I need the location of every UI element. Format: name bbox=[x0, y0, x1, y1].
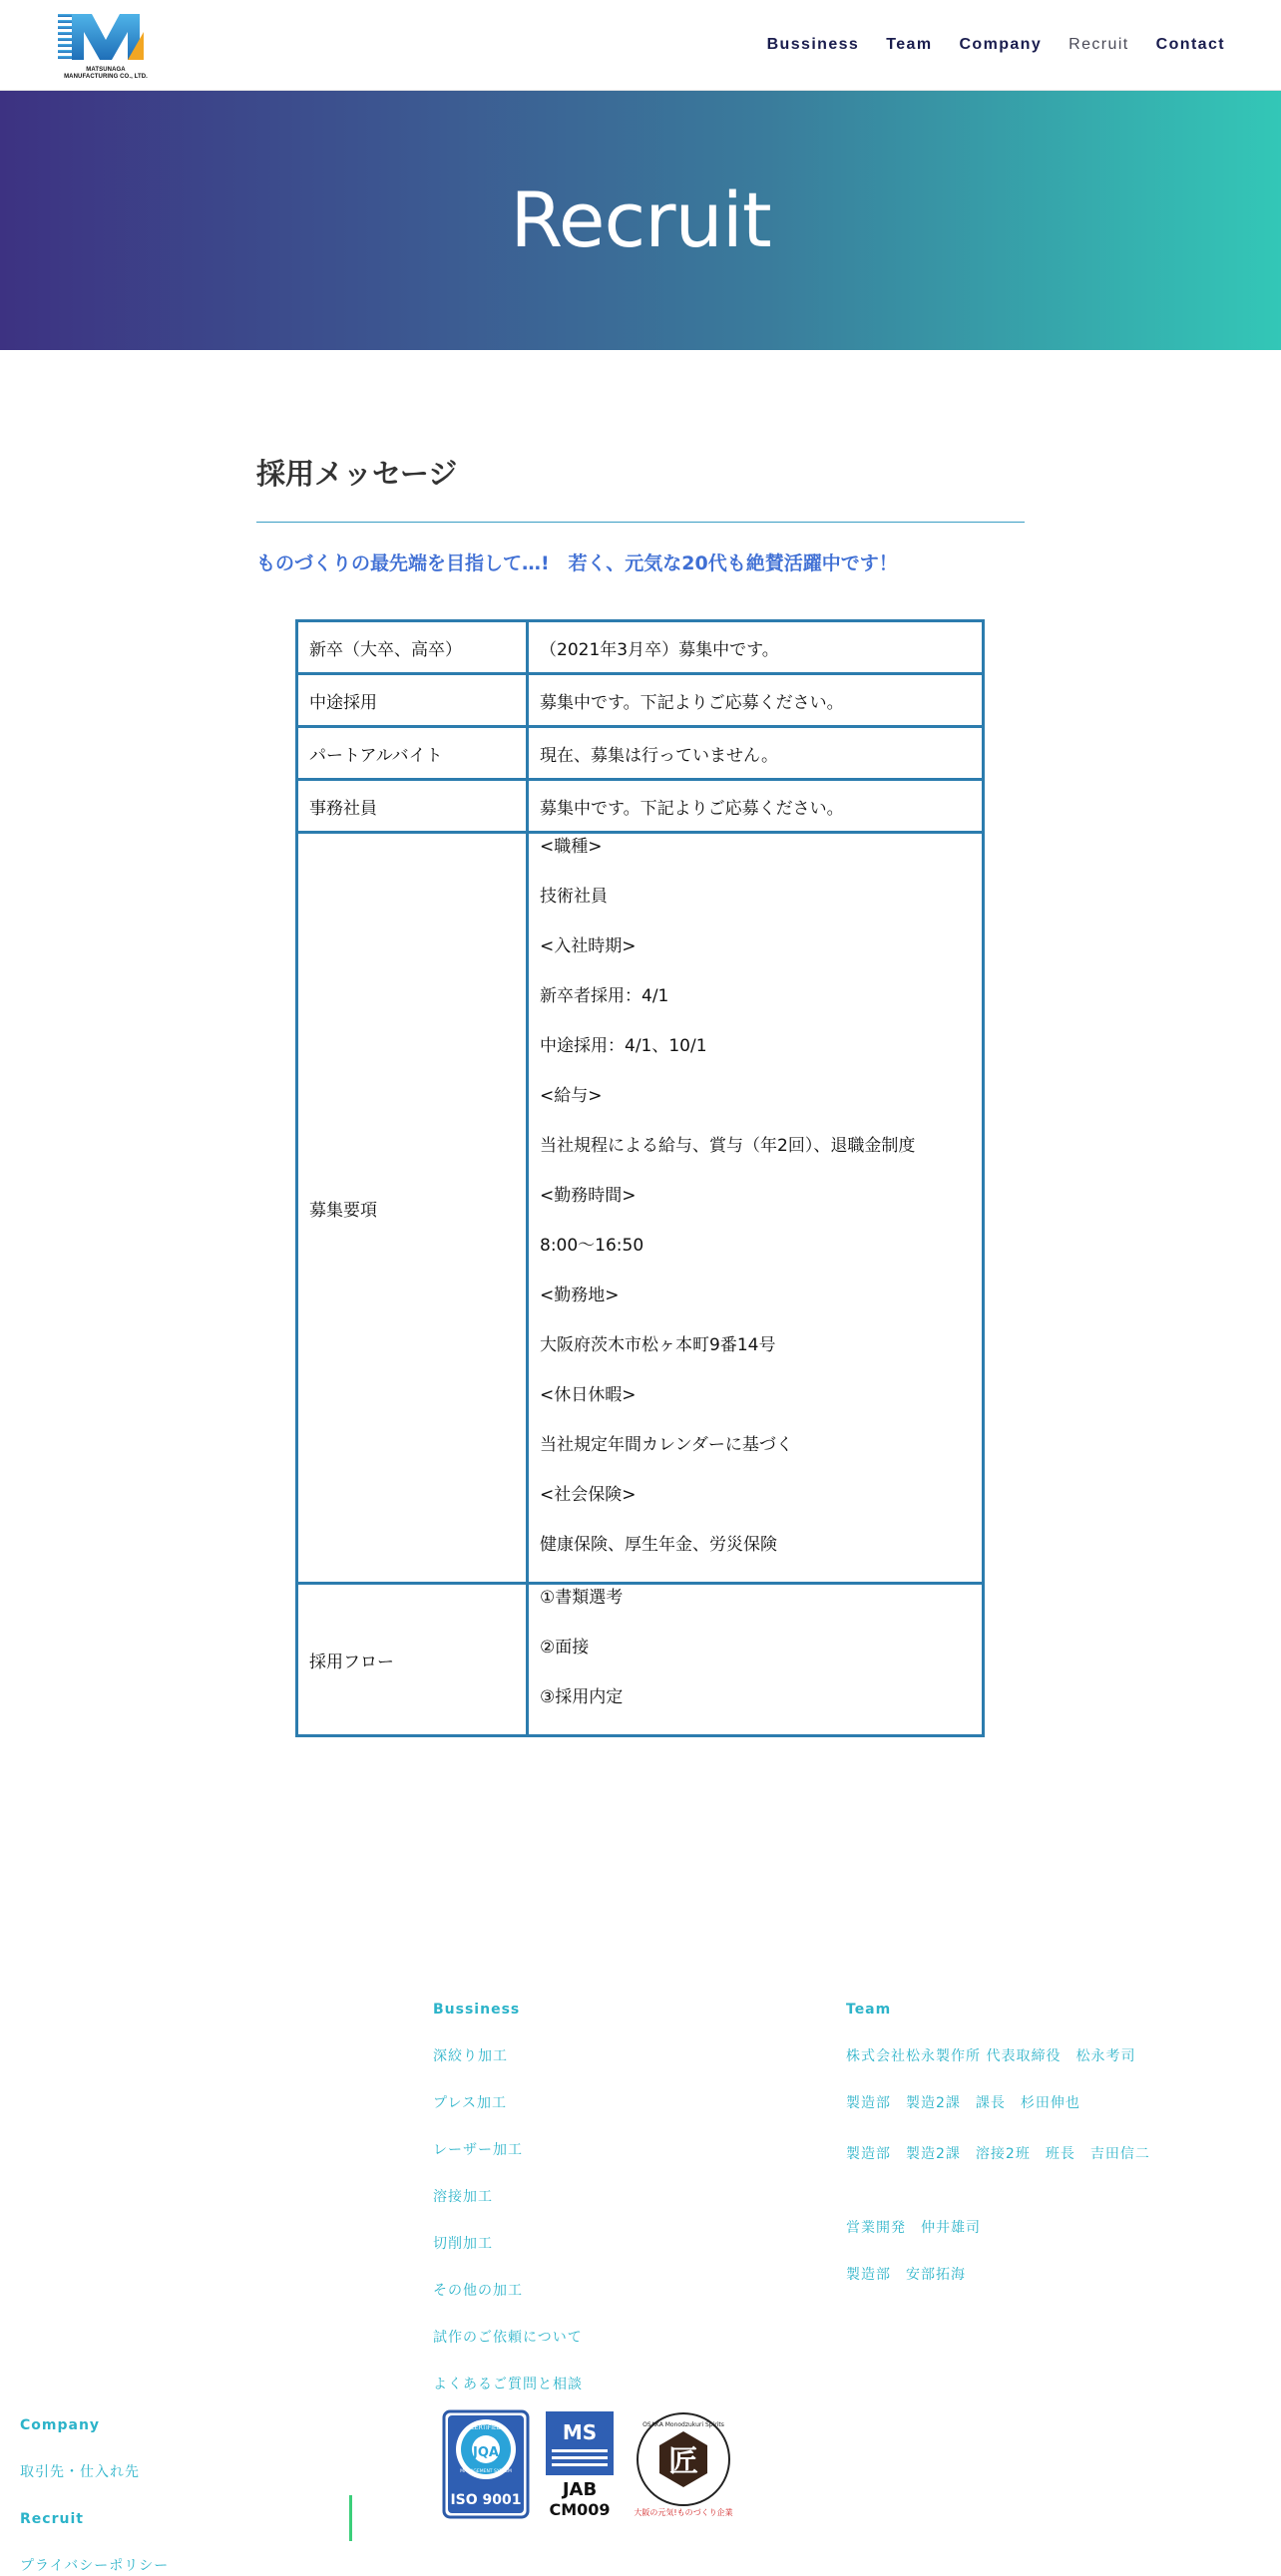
takumi-ring-text: OSAKA Monodzukuri Spirits bbox=[642, 2421, 724, 2428]
row-label: 中途採用 bbox=[297, 674, 528, 727]
table-row-requirements bbox=[297, 833, 984, 1584]
nav-recruit[interactable]: Recruit bbox=[1068, 36, 1129, 53]
iso-label: ISO 9001 bbox=[450, 2492, 522, 2508]
hero-banner bbox=[0, 91, 1281, 350]
requirements-line: <入社時期> bbox=[540, 936, 637, 956]
flow-step: ②面接 bbox=[540, 1638, 590, 1657]
footer-team-link[interactable]: 製造部 製造2課 溶接2班 班長 吉田信二 bbox=[846, 2146, 1150, 2162]
table-row-flow bbox=[297, 1584, 984, 1736]
section-divider bbox=[256, 522, 1025, 523]
row-value: （2021年3月卒）募集中です。 bbox=[528, 621, 984, 674]
row-value: 現在、募集は行っていません。 bbox=[528, 727, 984, 780]
footer-recruit-link[interactable]: Recruit bbox=[20, 2511, 84, 2527]
footer-active-indicator bbox=[349, 2495, 352, 2541]
requirements-line: <勤務地> bbox=[540, 1286, 620, 1305]
certification-logos-icon bbox=[442, 2409, 741, 2521]
logo-text bbox=[58, 67, 154, 81]
footer-team-link[interactable]: 製造部 製造2課 課長 杉田伸也 bbox=[846, 2095, 1080, 2111]
requirements-line: 8:00～16:50 bbox=[540, 1236, 644, 1256]
logo-m-icon bbox=[58, 10, 154, 66]
footer-company-link[interactable]: Company bbox=[20, 2417, 101, 2433]
requirements-line: 当社規程による給与、賞与（年2回）、退職金制度 bbox=[540, 1136, 916, 1156]
jqa-sub-text: MANAGEMENT SYSTEM bbox=[460, 2469, 512, 2474]
jab-label: JAB bbox=[562, 2479, 598, 2500]
footer-business-link[interactable]: 切削加工 bbox=[433, 2236, 493, 2252]
nav-team[interactable]: Team bbox=[886, 36, 933, 53]
nav-contact[interactable]: Contact bbox=[1155, 36, 1225, 53]
company-logo[interactable] bbox=[58, 10, 154, 82]
nav-bussiness[interactable]: Bussiness bbox=[766, 36, 860, 53]
requirements-line: <勤務時間> bbox=[540, 1186, 637, 1206]
row-label: 事務社員 bbox=[297, 780, 528, 833]
flow-label: 採用フロー bbox=[297, 1584, 528, 1736]
jqa-iso9001-badge-icon bbox=[444, 2411, 528, 2517]
requirements-line: 大阪府茨木市松ヶ本町9番14号 bbox=[540, 1335, 776, 1355]
footer-company-link[interactable]: 取引先・仕入れ先 bbox=[20, 2464, 140, 2480]
table-row bbox=[297, 727, 984, 780]
row-label: 新卒（大卒、高卒） bbox=[297, 621, 528, 674]
takumi-monodzukuri-badge-icon bbox=[634, 2413, 732, 2517]
requirements-line: <給与> bbox=[540, 1086, 603, 1106]
table-row bbox=[297, 780, 984, 833]
footer-business-link[interactable]: その他の加工 bbox=[433, 2283, 523, 2299]
flow-step: ①書類選考 bbox=[540, 1588, 624, 1608]
flow-step: ③採用内定 bbox=[540, 1687, 624, 1707]
requirements-line: 健康保険、厚生年金、労災保険 bbox=[540, 1535, 777, 1555]
section-title: 採用メッセージ bbox=[256, 457, 458, 491]
main-nav bbox=[767, 35, 1225, 55]
jqa-top-text: CERTIFIED bbox=[470, 2424, 502, 2431]
footer-privacy-link[interactable]: プライバシーポリシー bbox=[20, 2558, 170, 2574]
requirements-value bbox=[528, 833, 984, 1584]
page-title: Recruit bbox=[510, 176, 771, 264]
table-row bbox=[297, 674, 984, 727]
table-row bbox=[297, 621, 984, 674]
flow-value bbox=[528, 1584, 984, 1736]
requirements-line: 当社規定年間カレンダーに基づく bbox=[540, 1435, 793, 1455]
footer-team-link[interactable]: 製造部 安部拓海 bbox=[846, 2267, 966, 2283]
requirements-label: 募集要項 bbox=[297, 833, 528, 1584]
takumi-caption: 大阪の元気!ものづくり企業 bbox=[634, 2508, 733, 2517]
footer-business-heading[interactable]: Bussiness bbox=[433, 2002, 521, 2018]
jab-cm009-badge-icon bbox=[546, 2411, 614, 2519]
footer-business-link[interactable]: 溶接加工 bbox=[433, 2189, 493, 2205]
row-value: 募集中です。下記よりご応募ください。 bbox=[528, 780, 984, 833]
recruit-table bbox=[295, 619, 985, 1737]
row-value: 募集中です。下記よりご応募ください。 bbox=[528, 674, 984, 727]
requirements-line: <職種> bbox=[540, 837, 603, 857]
takumi-char: 匠 bbox=[668, 2444, 698, 2479]
requirements-line: 技術社員 bbox=[540, 887, 608, 907]
ms-label: MS bbox=[562, 2420, 598, 2444]
requirements-line: <社会保険> bbox=[540, 1485, 637, 1505]
footer-business-link[interactable]: 試作のご依頼について bbox=[433, 2330, 583, 2346]
row-label: パートアルバイト bbox=[297, 727, 528, 780]
footer-team-link[interactable]: 株式会社松永製作所 代表取締役 松永考司 bbox=[846, 2048, 1136, 2064]
footer-team-heading[interactable]: Team bbox=[846, 2002, 892, 2018]
logo-text-line1: MATSUNAGA bbox=[86, 67, 126, 73]
footer-business-link[interactable]: プレス加工 bbox=[433, 2095, 508, 2111]
requirements-line: 中途採用：4/1、10/1 bbox=[540, 1036, 707, 1056]
requirements-line: <休日休暇> bbox=[540, 1385, 637, 1405]
footer-business-link[interactable]: レーザー加工 bbox=[433, 2142, 523, 2158]
footer-business-link[interactable]: よくあるご質問と相談 bbox=[433, 2377, 583, 2392]
nav-company[interactable]: Company bbox=[959, 36, 1043, 53]
requirements-line: 新卒者採用：4/1 bbox=[540, 986, 669, 1006]
site-header bbox=[0, 0, 1281, 91]
logo-text-line2: MANUFACTURING CO., LTD. bbox=[64, 74, 148, 80]
footer-team-link[interactable]: 営業開発 仲井雄司 bbox=[846, 2220, 981, 2236]
lead-message: ものづくりの最先端を目指して…! 若く、元気な20代も絶賛活躍中です！ bbox=[256, 552, 898, 574]
jqa-name-text: JQA bbox=[473, 2445, 499, 2460]
jab-code: CM009 bbox=[549, 2500, 611, 2519]
footer-business-link[interactable]: 深絞り加工 bbox=[433, 2048, 508, 2064]
certification-badges bbox=[442, 2409, 741, 2521]
